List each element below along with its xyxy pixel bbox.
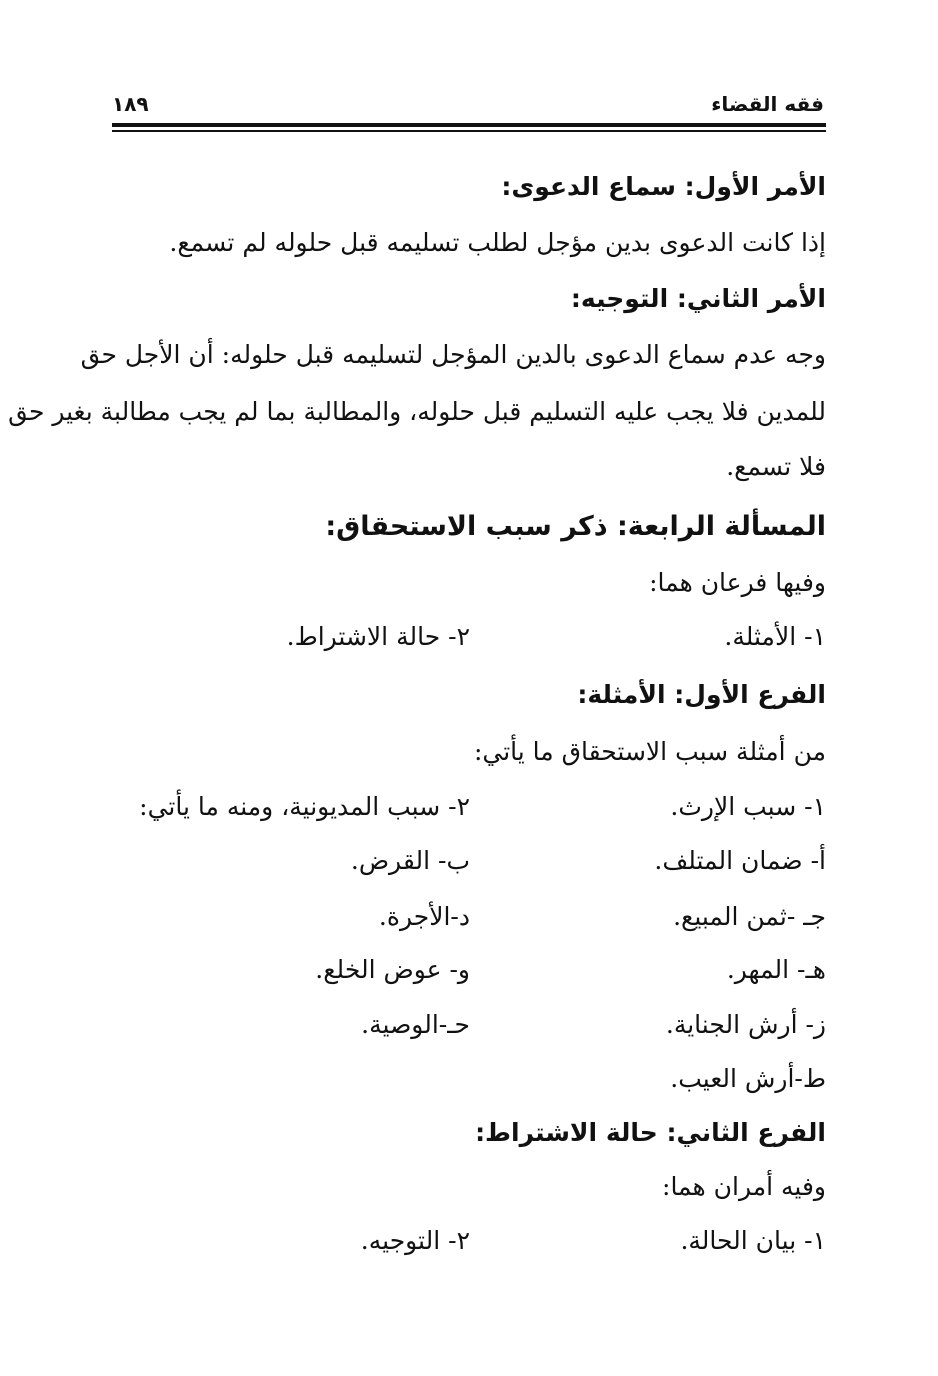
header-rule-thin bbox=[112, 130, 826, 132]
list-item-branch-1: ١- الأمثلة. bbox=[724, 622, 826, 651]
heading-first-branch: الفرع الأول: الأمثلة: bbox=[577, 680, 826, 709]
list-item-debt-e: هـ- المهر. bbox=[726, 955, 826, 984]
running-header bbox=[112, 92, 824, 122]
paragraph-justification-line-1: وجه عدم سماع الدعوى بالدين المؤجل لتسليمه قبل حلوله: أن الأجل حق bbox=[80, 340, 826, 369]
list-item-debt-f: و- عوض الخلع. bbox=[315, 955, 470, 984]
header-rule-thick bbox=[112, 123, 826, 127]
page-number: ١٨٩ bbox=[112, 92, 149, 116]
paragraph-justification-line-2: للمدين فلا يجب عليه التسليم قبل حلوله، والمطالبة بما لم يجب مطالبة بغير حق bbox=[8, 397, 826, 426]
heading-fourth-issue: المسألة الرابعة: ذكر سبب الاستحقاق: bbox=[325, 511, 826, 542]
paragraph-two-matters: وفيه أمران هما: bbox=[662, 1172, 826, 1201]
list-item-debt-g: ز- أرش الجناية. bbox=[665, 1010, 826, 1039]
list-item-debt-b: ب- القرض. bbox=[350, 846, 470, 875]
heading-second-matter: الأمر الثاني: التوجيه: bbox=[570, 284, 826, 313]
list-item-cause-2: ٢- سبب المديونية، ومنه ما يأتي: bbox=[139, 792, 470, 821]
heading-second-branch: الفرع الثاني: حالة الاشتراط: bbox=[475, 1118, 826, 1147]
list-item-debt-h: حـ-الوصية. bbox=[361, 1010, 470, 1039]
list-item-matter-2: ٢- التوجيه. bbox=[360, 1226, 470, 1255]
list-item-matter-1: ١- بيان الحالة. bbox=[680, 1226, 826, 1255]
list-item-debt-a: أ- ضمان المتلف. bbox=[654, 846, 826, 875]
book-title: فقه القضاء bbox=[711, 92, 824, 116]
list-item-debt-i: ط-أرش العيب. bbox=[670, 1064, 826, 1093]
paragraph-examples-intro: من أمثلة سبب الاستحقاق ما يأتي: bbox=[473, 737, 826, 766]
paragraph-two-branches: وفيها فرعان هما: bbox=[649, 568, 826, 597]
heading-first-matter: الأمر الأول: سماع الدعوى: bbox=[501, 172, 826, 201]
list-item-branch-2: ٢- حالة الاشتراط. bbox=[286, 622, 470, 651]
list-item-debt-d: د-الأجرة. bbox=[378, 902, 470, 931]
list-item-cause-1: ١- سبب الإرث. bbox=[670, 792, 826, 821]
paragraph-justification-line-3: فلا تسمع. bbox=[726, 452, 826, 481]
list-item-debt-c: جـ -ثمن المبيع. bbox=[673, 902, 826, 931]
paragraph-first-matter: إذا كانت الدعوى بدين مؤجل لطلب تسليمه قبل حلوله لم تسمع. bbox=[169, 228, 826, 257]
